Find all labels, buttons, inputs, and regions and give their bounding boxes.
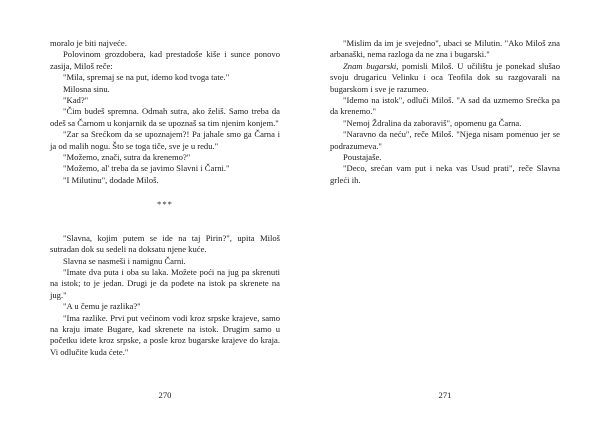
paragraph: "Čim budeš spremna. Odmah sutra, ako želiš. Samo treba da odeš sa Čarnom u konjarnik da se upoznaš sa tim njenim konjem." bbox=[50, 106, 280, 128]
page-number: 271 bbox=[438, 390, 452, 400]
paragraph: moralo je biti najveće. bbox=[50, 38, 127, 48]
paragraph: "Mislim da im je svejedno", ubaci se Milutin. "Ako Miloš zna arbanaški, nema razloga da ne zna i bugarski." bbox=[330, 38, 560, 60]
paragraph: "Možemo, al' treba da se javimo Slavni i Čarni." bbox=[63, 163, 230, 174]
paragraph: "Mila, spremaj se na put, idemo kod tvoga tate." bbox=[63, 72, 230, 83]
paragraph-rest: , pomisli Miloš. U učilištu je ponekad slušao svoju drugaricu Velinku i oca Teofila dok su razgovarali na bugarskom i sve je razumeo. bbox=[330, 60, 560, 94]
italic-phrase: Znam bugarski bbox=[343, 60, 397, 71]
paragraph: "Naravno da neću", reče Miloš. "Njega nisam pomenuo jer se podrazumeva." bbox=[330, 129, 560, 151]
section-separator: *** bbox=[157, 199, 173, 210]
paragraph: "Kad?" bbox=[63, 95, 89, 106]
paragraph: "A u čemu je razlika?" bbox=[63, 301, 141, 312]
paragraph: "Ima razlike. Prvi put većinom vodi kroz srpske krajeve, samo na kraju imate Bugare, kad skrenete na istok. Drugim samo u početku idete kroz srpske, a posle kroz bugarske krajeve do kraja. Vi odlučite kuda ćete." bbox=[50, 312, 280, 357]
paragraph bbox=[330, 61, 560, 95]
paragraph: "Idemo na istok", odluči Miloš. "A sad da uzmemo Srećka pa da krenemo." bbox=[330, 95, 560, 117]
paragraph: Polovinom grozdobera, kad prestadoše kiše i sunce ponovo zasija, Miloš reče: bbox=[50, 49, 280, 71]
paragraph: Poustajaše. bbox=[343, 152, 382, 163]
paragraph: "I Milutinu", dodade Miloš. bbox=[63, 174, 159, 185]
paragraph: "Slavna, kojim putem se ide na taj Pirin?", upita Miloš sutradan dok su sedeli na doksatu njene kuće. bbox=[50, 232, 280, 255]
right-page bbox=[330, 38, 560, 414]
paragraph: Slavna se nasmeši i namignu Čarni. bbox=[63, 255, 186, 266]
page-number: 270 bbox=[158, 390, 172, 400]
paragraph: "Deco, srećan vam put i neka vas Usud prati", reče Slavna grleći ih. bbox=[330, 163, 560, 185]
paragraph: Milosna sinu. bbox=[63, 83, 110, 94]
paragraph: "Nemoj Ždralina da zaboraviš", opomenu ga Čarna. bbox=[343, 117, 522, 128]
paragraph: "Imate dva puta i oba su laka. Možete poći na jug pa skrenuti na istok; to je jedan. Drugi je da pođete na istok pa skrenete na jug." bbox=[50, 266, 280, 300]
left-page-text bbox=[50, 38, 280, 358]
paragraph: "Možemo, znači, sutra da krenemo?" bbox=[63, 152, 191, 163]
paragraph: "Zar sa Srećkom da se upoznajem?! Pa jahale smo ga Čarna i ja od malih nogu. Što se toga tiče, sve je u redu." bbox=[50, 129, 280, 151]
left-page bbox=[50, 38, 280, 414]
right-page-text bbox=[330, 38, 560, 186]
